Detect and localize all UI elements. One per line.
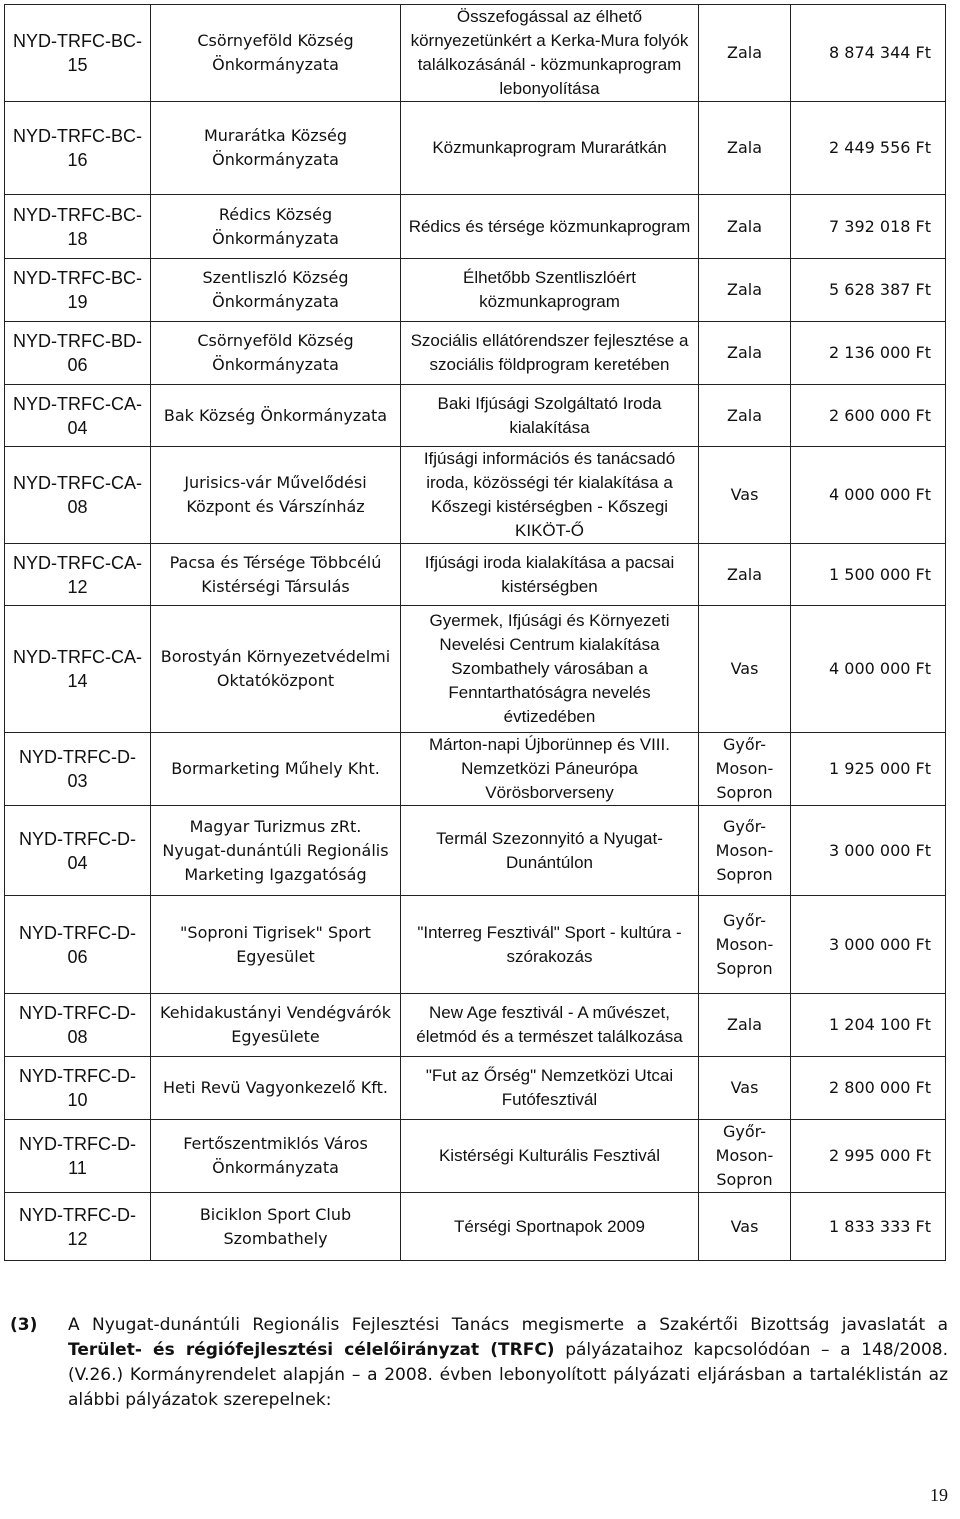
cell-id: NYD-TRFC-BD-06 xyxy=(5,322,151,385)
cell-amount: 8 874 344 Ft xyxy=(791,5,946,102)
cell-id: NYD-TRFC-BC-15 xyxy=(5,5,151,102)
cell-id: NYD-TRFC-D-11 xyxy=(5,1120,151,1193)
paragraph-text xyxy=(68,1313,948,1413)
cell-id: NYD-TRFC-D-10 xyxy=(5,1057,151,1120)
table-row xyxy=(5,994,946,1057)
cell-project: Ifjúsági iroda kialakítása a pacsai kistérségben xyxy=(401,544,699,606)
cell-project: Összefogással az élhető környezetünkért a Kerka-Mura folyók találkozásánál - közmunkaprogram lebonyolítása xyxy=(401,5,699,102)
cell-amount: 2 600 000 Ft xyxy=(791,385,946,447)
cell-org: Biciklon Sport Club Szombathely xyxy=(151,1193,401,1261)
cell-org: Bak Község Önkormányzata xyxy=(151,385,401,447)
table-row xyxy=(5,195,946,259)
table-row xyxy=(5,544,946,606)
cell-amount: 7 392 018 Ft xyxy=(791,195,946,259)
cell-amount: 4 000 000 Ft xyxy=(791,606,946,733)
project-table xyxy=(4,4,946,1261)
cell-org: Bormarketing Műhely Kht. xyxy=(151,733,401,806)
table-row xyxy=(5,385,946,447)
cell-org: "Soproni Tigrisek" Sport Egyesület xyxy=(151,896,401,994)
table-row xyxy=(5,322,946,385)
table-row xyxy=(5,5,946,102)
cell-amount: 1 833 333 Ft xyxy=(791,1193,946,1261)
cell-county: Zala xyxy=(699,994,791,1057)
table-row xyxy=(5,1120,946,1193)
cell-amount: 2 136 000 Ft xyxy=(791,322,946,385)
cell-project: Térségi Sportnapok 2009 xyxy=(401,1193,699,1261)
table-row xyxy=(5,102,946,195)
cell-org: Pacsa és Térsége Többcélú Kistérségi Társulás xyxy=(151,544,401,606)
cell-id: NYD-TRFC-D-08 xyxy=(5,994,151,1057)
cell-id: NYD-TRFC-D-03 xyxy=(5,733,151,806)
cell-county: Zala xyxy=(699,385,791,447)
paragraph-number: (3) xyxy=(10,1315,38,1335)
cell-org: Fertőszentmiklós Város Önkormányzata xyxy=(151,1120,401,1193)
cell-id: NYD-TRFC-CA-04 xyxy=(5,385,151,447)
cell-org: Borostyán Környezetvédelmi Oktatóközpont xyxy=(151,606,401,733)
table-row xyxy=(5,606,946,733)
table-row xyxy=(5,806,946,896)
cell-county: Vas xyxy=(699,1057,791,1120)
cell-project: Ifjúsági információs és tanácsadó iroda, közösségi tér kialakítása a Kőszegi kistérségben - Kőszegi KIKÖT-Ő xyxy=(401,447,699,544)
cell-id: NYD-TRFC-BC-18 xyxy=(5,195,151,259)
cell-id: NYD-TRFC-CA-08 xyxy=(5,447,151,544)
cell-project: Gyermek, Ifjúsági és Környezeti Nevelési Centrum kialakítása Szombathely városában a Fenntarthatóságra nevelés évtizedében xyxy=(401,606,699,733)
table-row xyxy=(5,733,946,806)
cell-id: NYD-TRFC-CA-14 xyxy=(5,606,151,733)
cell-amount: 2 995 000 Ft xyxy=(791,1120,946,1193)
cell-county: Győr-Moson-Sopron xyxy=(699,806,791,896)
cell-org: Murarátka Község Önkormányzata xyxy=(151,102,401,195)
cell-org: Heti Revü Vagyonkezelő Kft. xyxy=(151,1057,401,1120)
cell-org: Csörnyeföld Község Önkormányzata xyxy=(151,5,401,102)
table-row xyxy=(5,259,946,322)
cell-project: "Interreg Fesztivál" Sport - kultúra - szórakozás xyxy=(401,896,699,994)
cell-org: Rédics Község Önkormányzata xyxy=(151,195,401,259)
cell-project: New Age fesztivál - A művészet, életmód és a természet találkozása xyxy=(401,994,699,1057)
cell-county: Vas xyxy=(699,447,791,544)
page-number: 19 xyxy=(930,1485,948,1505)
project-table-body xyxy=(5,5,946,1261)
cell-id: NYD-TRFC-BC-16 xyxy=(5,102,151,195)
cell-project: Kistérségi Kulturális Fesztivál xyxy=(401,1120,699,1193)
cell-org: Jurisics-vár Művelődési Központ és Várszínház xyxy=(151,447,401,544)
cell-amount: 3 000 000 Ft xyxy=(791,896,946,994)
cell-county: Győr-Moson-Sopron xyxy=(699,733,791,806)
cell-amount: 1 925 000 Ft xyxy=(791,733,946,806)
cell-county: Zala xyxy=(699,544,791,606)
cell-amount: 1 500 000 Ft xyxy=(791,544,946,606)
table-row xyxy=(5,1193,946,1261)
cell-amount: 3 000 000 Ft xyxy=(791,806,946,896)
cell-county: Vas xyxy=(699,1193,791,1261)
paragraph-bold-term: Terület- és régiófejlesztési célelőirányzat (TRFC) xyxy=(68,1340,555,1360)
cell-id: NYD-TRFC-D-06 xyxy=(5,896,151,994)
cell-project: Termál Szezonnyitó a Nyugat-Dunántúlon xyxy=(401,806,699,896)
cell-org: Magyar Turizmus zRt. Nyugat-dunántúli Regionális Marketing Igazgatóság xyxy=(151,806,401,896)
cell-county: Vas xyxy=(699,606,791,733)
cell-county: Győr-Moson-Sopron xyxy=(699,1120,791,1193)
cell-id: NYD-TRFC-D-04 xyxy=(5,806,151,896)
table-row xyxy=(5,896,946,994)
cell-project: "Fut az Őrség" Nemzetközi Utcai Futófesztivál xyxy=(401,1057,699,1120)
cell-project: Közmunkaprogram Murarátkán xyxy=(401,102,699,195)
paragraph-text-after: pályázataihoz kapcsolódóan – a 148/2008. (V.26.) Kormányrendelet alapján – a 2008. évben lebonyolított pályázati eljárásban a tartaléklistán az alábbi pályázatok szerepelnek: xyxy=(68,1340,948,1410)
cell-county: Zala xyxy=(699,259,791,322)
cell-county: Zala xyxy=(699,5,791,102)
paragraph-text-before: A Nyugat-dunántúli Regionális Fejlesztési Tanács megismerte a Szakértői Bizottság javaslatát a xyxy=(68,1315,948,1335)
cell-county: Zala xyxy=(699,195,791,259)
cell-county: Zala xyxy=(699,102,791,195)
cell-id: NYD-TRFC-BC-19 xyxy=(5,259,151,322)
table-row xyxy=(5,447,946,544)
cell-amount: 5 628 387 Ft xyxy=(791,259,946,322)
cell-project: Márton-napi Újborünnep és VIII. Nemzetközi Páneurópa Vörösborverseny xyxy=(401,733,699,806)
cell-county: Zala xyxy=(699,322,791,385)
cell-amount: 4 000 000 Ft xyxy=(791,447,946,544)
cell-county: Győr-Moson-Sopron xyxy=(699,896,791,994)
cell-org: Szentliszló Község Önkormányzata xyxy=(151,259,401,322)
cell-amount: 2 449 556 Ft xyxy=(791,102,946,195)
cell-org: Kehidakustányi Vendégvárók Egyesülete xyxy=(151,994,401,1057)
cell-id: NYD-TRFC-CA-12 xyxy=(5,544,151,606)
cell-project: Rédics és térsége közmunkaprogram xyxy=(401,195,699,259)
cell-org: Csörnyeföld Község Önkormányzata xyxy=(151,322,401,385)
cell-id: NYD-TRFC-D-12 xyxy=(5,1193,151,1261)
cell-project: Élhetőbb Szentliszlóért közmunkaprogram xyxy=(401,259,699,322)
cell-project: Szociális ellátórendszer fejlesztése a szociális földprogram keretében xyxy=(401,322,699,385)
cell-project: Baki Ifjúsági Szolgáltató Iroda kialakítása xyxy=(401,385,699,447)
cell-amount: 1 204 100 Ft xyxy=(791,994,946,1057)
table-row xyxy=(5,1057,946,1120)
cell-amount: 2 800 000 Ft xyxy=(791,1057,946,1120)
